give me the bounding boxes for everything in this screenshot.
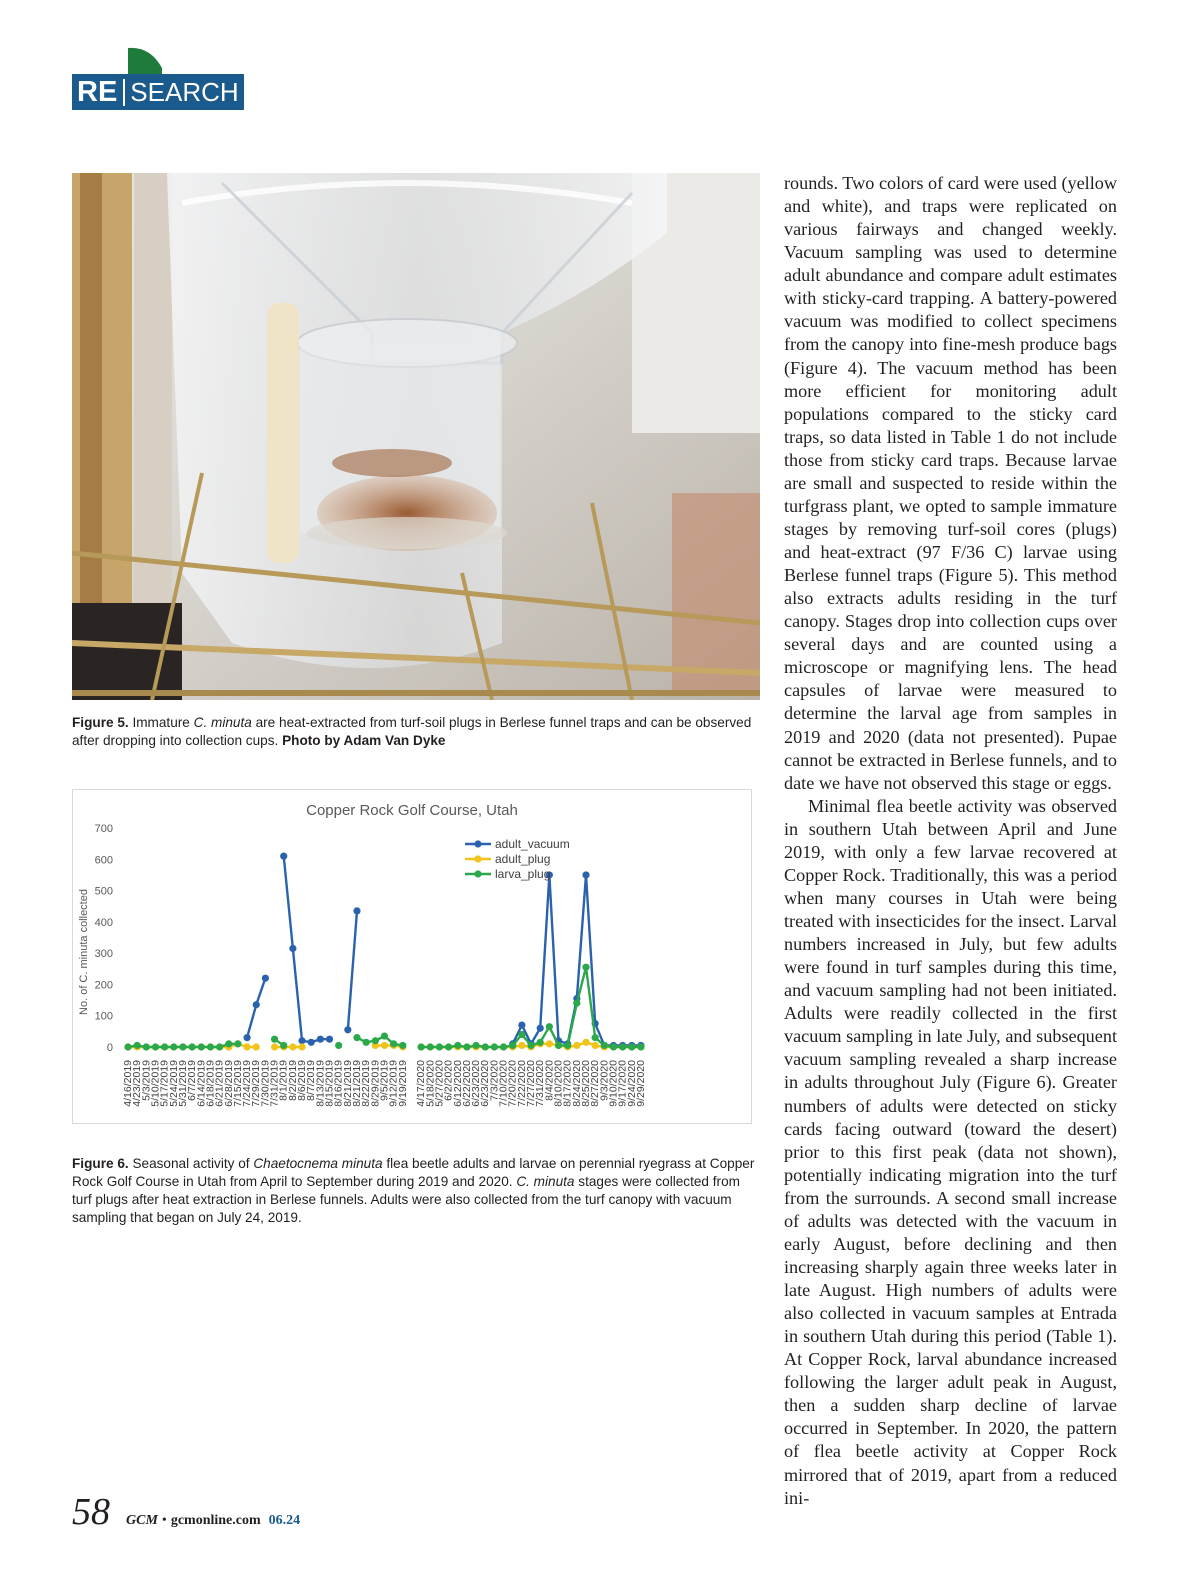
data-point	[509, 1042, 516, 1049]
section-label-bold: RE	[77, 75, 118, 108]
legend-label: larva_plug	[495, 867, 551, 881]
data-point	[564, 1042, 571, 1049]
legend-marker	[474, 870, 481, 877]
y-tick-label: 600	[94, 854, 113, 867]
data-point	[353, 907, 360, 914]
x-tick-label: 6/28/2019	[222, 1060, 235, 1107]
data-point	[289, 1043, 296, 1050]
data-point	[308, 1039, 315, 1046]
data-point	[170, 1043, 177, 1050]
data-point	[427, 1043, 434, 1050]
data-point	[225, 1040, 232, 1047]
x-tick-label: 8/16/2019	[332, 1060, 345, 1107]
figure5-caption	[72, 714, 762, 750]
section-label	[72, 74, 244, 110]
data-point	[399, 1042, 406, 1049]
data-point	[436, 1043, 443, 1050]
data-point	[161, 1043, 168, 1050]
issue-date: 06.24	[268, 1513, 301, 1528]
data-point	[143, 1043, 150, 1050]
figure5-photo-credit: Photo by Adam Van Dyke	[282, 733, 446, 748]
data-point	[491, 1043, 498, 1050]
data-point	[124, 1043, 131, 1050]
figure5-photo	[72, 173, 760, 700]
x-tick-label: 5/27/2020	[433, 1060, 446, 1107]
x-tick-label: 5/17/2019	[158, 1060, 171, 1107]
x-tick-label: 8/17/2020	[561, 1060, 574, 1107]
x-tick-label: 8/15/2019	[323, 1060, 336, 1107]
chart-series	[124, 853, 644, 1051]
section-label-light: SEARCH	[130, 76, 239, 107]
figure6-caption-species-2: C. minuta	[516, 1174, 575, 1189]
data-point	[518, 1031, 525, 1038]
x-tick-label: 8/22/2019	[360, 1060, 373, 1107]
data-point	[298, 1043, 305, 1050]
data-point	[527, 1042, 534, 1049]
x-tick-label: 6/18/2019	[204, 1060, 217, 1107]
section-label-divider	[123, 79, 125, 106]
figure5-caption-label: Figure 5.	[72, 715, 129, 730]
x-tick-label: 8/29/2019	[369, 1060, 382, 1107]
data-point	[518, 1042, 525, 1049]
x-tick-label: 7/20/2020	[506, 1060, 519, 1107]
data-point	[216, 1043, 223, 1050]
x-tick-label: 8/13/2019	[314, 1060, 327, 1107]
data-point	[418, 1043, 425, 1050]
leaf-icon	[128, 46, 162, 74]
x-tick-label: 9/17/2020	[616, 1060, 629, 1107]
data-point	[518, 1022, 525, 1029]
figure6-caption-label: Figure 6.	[72, 1156, 129, 1171]
y-tick-label: 700	[94, 823, 113, 835]
x-tick-label: 8/21/2019	[351, 1060, 363, 1107]
y-tick-label: 100	[94, 1010, 113, 1023]
figure6-caption-mid: flea beetle adults and larvae on perennial ryegrass at Copper Rock Golf Course in Utah from April to September during 2019 and 2020.	[72, 1156, 755, 1189]
data-point	[243, 1034, 250, 1041]
data-point	[390, 1040, 397, 1047]
data-point	[372, 1037, 379, 1044]
data-point	[582, 1039, 589, 1046]
figure5-caption-text: are heat-extracted from turf-soil plugs in Berlese funnel traps and can be observed after dropping into collection cups.	[72, 715, 752, 748]
data-point	[463, 1043, 470, 1050]
x-tick-label: 6/12/2020	[451, 1060, 464, 1107]
x-tick-label: 7/30/2019	[259, 1060, 272, 1107]
y-tick-label: 200	[94, 979, 113, 992]
x-tick-label: 7/27/2020	[525, 1060, 538, 1107]
series-line	[421, 967, 641, 1047]
data-point	[198, 1043, 205, 1050]
legend-marker	[474, 840, 481, 847]
figure5-caption-pre: Immature	[132, 715, 190, 730]
x-tick-label: 7/10/2020	[497, 1060, 510, 1107]
data-point	[189, 1043, 196, 1050]
data-point	[253, 1001, 260, 1008]
x-tick-label: 6/23/2020	[479, 1060, 492, 1107]
x-axis-ticks	[122, 1060, 647, 1107]
page-number: 58	[72, 1491, 110, 1533]
x-tick-label: 8/6/2019	[296, 1060, 309, 1101]
x-tick-label: 9/24/2020	[625, 1060, 638, 1107]
data-point	[298, 1037, 305, 1044]
x-tick-label: 6/22/2020	[460, 1060, 473, 1107]
series-larva_plug	[124, 964, 644, 1051]
data-point	[262, 975, 269, 982]
x-tick-label: 8/7/2019	[305, 1060, 318, 1101]
y-tick-label: 400	[94, 916, 113, 929]
data-point	[482, 1043, 489, 1050]
x-tick-label: 5/31/2019	[176, 1060, 189, 1107]
data-point	[601, 1042, 608, 1049]
y-tick-label: 500	[94, 885, 113, 898]
x-tick-label: 7/15/2019	[231, 1060, 244, 1107]
data-point	[335, 1042, 342, 1049]
section-logo	[72, 46, 244, 112]
legend-label: adult_plug	[495, 852, 551, 866]
chart-canvas	[73, 790, 751, 1123]
x-tick-label: 4/17/2020	[415, 1060, 428, 1107]
x-tick-label: 8/1/2019	[277, 1060, 290, 1101]
x-tick-label: 8/10/2020	[552, 1060, 565, 1107]
data-point	[619, 1043, 626, 1050]
chart-legend	[465, 837, 570, 881]
chart-y-axis-label: No. of C. minuta collected	[78, 889, 90, 1015]
footer-separator: •	[161, 1513, 167, 1528]
y-axis-ticks	[95, 823, 113, 1054]
figure6-chart	[72, 789, 752, 1124]
data-point	[271, 1036, 278, 1043]
data-point	[381, 1042, 388, 1049]
data-point	[555, 1042, 562, 1049]
x-tick-label: 7/3/2020	[488, 1060, 501, 1101]
x-tick-label: 4/16/2019	[122, 1060, 134, 1107]
x-tick-label: 6/7/2019	[186, 1060, 199, 1101]
data-point	[537, 1025, 544, 1032]
x-tick-label: 7/31/2019	[268, 1060, 281, 1107]
series-line	[513, 875, 641, 1046]
data-point	[582, 871, 589, 878]
x-tick-label: 6/14/2019	[195, 1060, 208, 1107]
x-tick-label: 8/25/2020	[580, 1060, 592, 1107]
x-tick-label: 9/3/2020	[598, 1060, 611, 1101]
data-point	[592, 1034, 599, 1041]
x-tick-label: 5/18/2020	[424, 1060, 437, 1107]
x-tick-label: 8/4/2020	[543, 1060, 556, 1101]
figure6-caption-text: stages were collected from turf plugs after heat extraction in Berlese funnels. Adults were also collected from the turf canopy with vacuum sampling that began on July 24, 2019.	[72, 1174, 740, 1225]
body-paragraph: Minimal flea beetle activity was observed in southern Utah between April and June 2019, with only a few larvae recovered at Copper Rock. Traditionally, this was a period when many courses in Utah were being treated with insecticides for the insect. Larval numbers increased in July, but few adults were found in turf samples during this time, and vacuum sampling had not been initiated. Adults were readily collected in the first vacuum sampling in late July, and subsequent vacuum sampling revealed a sharp increase in adults throughout July (Figure 6). Greater numbers of adults were detected on sticky cards facing outward (toward the desert) prior to this first peak (data not shown), potentially indicating migration into the turf from the surrounds. A second small increase of adults was detected with the vacuum in early August, before declining and then increasing sharply again three weeks later in late August. High numbers of adults were also collected in vacuum samples at Entrada in southern Utah during this period (Table 1). At Copper Rock, larval abundance increased following the larger adult peak in August, then a sudden sharp decline of larvae occurred in September. In 2020, the pattern of flea beetle activity at Copper Rock mirrored that of 2019, apart from a reduced ini-	[784, 795, 1117, 1508]
x-tick-label: 7/29/2019	[250, 1060, 263, 1107]
data-point	[152, 1043, 159, 1050]
data-point	[500, 1043, 507, 1050]
data-point	[253, 1043, 260, 1050]
data-point	[207, 1043, 214, 1050]
legend-label: adult_vacuum	[495, 837, 570, 851]
series-line	[348, 911, 357, 1030]
figure6-caption-species: Chaetocnema minuta	[253, 1156, 383, 1171]
y-tick-label: 300	[94, 948, 113, 961]
data-point	[381, 1032, 388, 1039]
data-point	[610, 1043, 617, 1050]
x-tick-label: 8/27/2020	[589, 1060, 602, 1107]
series-adult_vacuum	[243, 853, 644, 1049]
data-point	[344, 1026, 351, 1033]
data-point	[582, 964, 589, 971]
legend-marker	[474, 855, 481, 862]
x-tick-label: 8/24/2020	[570, 1060, 583, 1107]
y-tick-label: 0	[106, 1042, 113, 1054]
x-tick-label: 9/29/2020	[634, 1060, 647, 1107]
x-tick-label: 9/19/2019	[396, 1060, 409, 1107]
data-point	[317, 1036, 324, 1043]
data-point	[179, 1043, 186, 1050]
figure5-caption-species: C. minuta	[193, 715, 252, 730]
x-tick-label: 7/24/2019	[241, 1060, 254, 1107]
data-point	[353, 1034, 360, 1041]
article-body	[784, 172, 1117, 1510]
x-tick-label: 6/23/2020	[470, 1060, 483, 1107]
data-point	[573, 1042, 580, 1049]
data-point	[537, 1039, 544, 1046]
data-point	[363, 1039, 370, 1046]
data-point	[546, 1023, 553, 1030]
data-point	[134, 1042, 141, 1049]
x-tick-label: 6/2/2020	[442, 1060, 455, 1101]
x-tick-label: 9/12/2019	[387, 1060, 400, 1107]
data-point	[454, 1042, 461, 1049]
data-point	[628, 1043, 635, 1050]
x-tick-label: 9/5/2019	[378, 1060, 391, 1101]
data-point	[280, 1042, 287, 1049]
chart-title: Copper Rock Golf Course, Utah	[306, 802, 518, 819]
data-point	[573, 1000, 580, 1007]
x-tick-label: 4/23/2019	[131, 1060, 144, 1107]
data-point	[445, 1043, 452, 1050]
data-point	[243, 1043, 250, 1050]
data-point	[637, 1043, 644, 1050]
data-point	[592, 1042, 599, 1049]
x-tick-label: 8/2/2019	[286, 1060, 299, 1101]
x-tick-label: 5/24/2019	[167, 1060, 180, 1107]
x-tick-label: 7/22/2020	[515, 1060, 528, 1107]
figure6-caption	[72, 1155, 762, 1227]
website-url: gcmonline.com	[170, 1513, 261, 1528]
figure6-caption-pre: Seasonal activity of	[132, 1156, 250, 1171]
data-point	[546, 1040, 553, 1047]
x-tick-label: 7/31/2020	[534, 1060, 547, 1107]
publication-name: GCM	[126, 1513, 158, 1528]
data-point	[289, 945, 296, 952]
x-tick-label: 5/10/2019	[149, 1060, 162, 1107]
x-tick-label: 9/10/2020	[607, 1060, 620, 1107]
data-point	[271, 1043, 278, 1050]
x-tick-label: 6/21/2019	[213, 1060, 226, 1107]
x-tick-label: 5/3/2019	[140, 1060, 153, 1101]
data-point	[472, 1042, 479, 1049]
data-point	[280, 853, 287, 860]
page-footer	[72, 1490, 301, 1533]
body-paragraph: rounds. Two colors of card were used (yellow and white), and traps were replicated on various fairways and changed weekly. Vacuum sampling was used to determine adult abundance and compare adult estimates with sticky-card trapping. A battery-powered vacuum was modified to collect specimens from the canopy into fine-mesh produce bags (Figure 4). The vacuum method has been more efficient for monitoring adult populations compared to the sticky card traps, so data listed in Table 1 do not include those from sticky card traps. Because larvae are small and suspected to reside within the turfgrass plant, we opted to sample immature stages by removing turf-soil cores (plugs) and heat-extract (97 F/36 C) larvae using Berlese funnel traps (Figure 5). This method also extracts adults residing in the turf canopy. Stages drop into collection cups over several days and are counted using a microscope or magnifying lens. The head capsules of larvae were measured to determine the larval age from samples in 2019 and 2020 (data not presented). Pupae cannot be extracted in Berlese funnels, and to date we have not observed this stage or eggs.	[784, 173, 1117, 793]
data-point	[326, 1036, 333, 1043]
x-tick-label: 8/21/2019	[341, 1060, 354, 1107]
data-point	[234, 1040, 241, 1047]
